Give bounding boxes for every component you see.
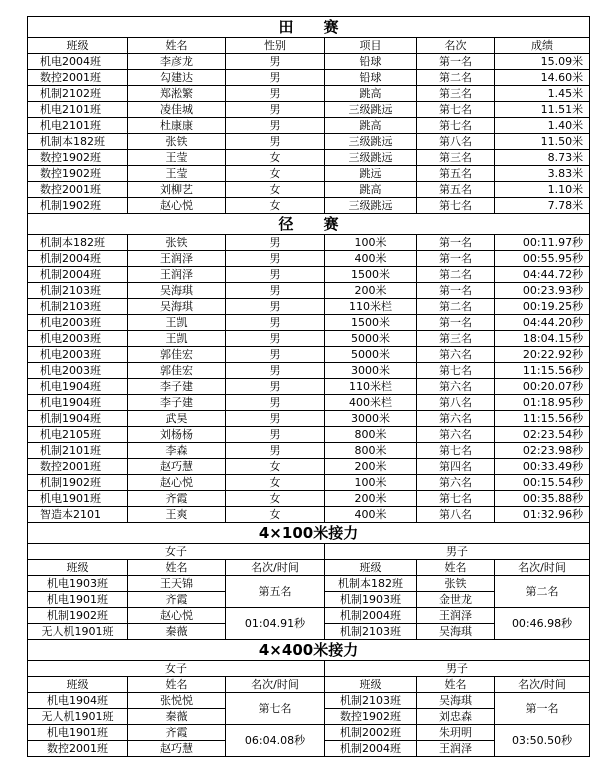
table-cell: 智造本2101: [28, 507, 128, 523]
table-cell: 男: [226, 267, 325, 283]
table-cell: 三级跳远: [325, 150, 417, 166]
table-cell: 铅球: [325, 70, 417, 86]
table-cell: 00:15.54秒: [495, 475, 590, 491]
section-title-track: 径 赛: [28, 214, 590, 235]
table-cell: 男: [226, 102, 325, 118]
table-cell: 11.50米: [495, 134, 590, 150]
table-row: [28, 70, 590, 86]
table-cell: 机电2101班: [28, 102, 128, 118]
column-header: 姓名: [417, 560, 495, 576]
table-cell: 郑淞繁: [128, 86, 226, 102]
section-title-row: [28, 640, 590, 661]
relay-class: 数控1902班: [325, 709, 417, 725]
table-cell: 5000米: [325, 347, 417, 363]
table-cell: 李森: [128, 443, 226, 459]
table-cell: 女: [226, 166, 325, 182]
table-cell: 三级跳远: [325, 134, 417, 150]
table-cell: 男: [226, 118, 325, 134]
table-cell: 李子建: [128, 379, 226, 395]
table-cell: 张铁: [128, 235, 226, 251]
table-row: [28, 182, 590, 198]
relay-name: 吴海琪: [417, 624, 495, 640]
column-header: 名次/时间: [226, 677, 325, 693]
relay-class: 机制本182班: [325, 576, 417, 592]
table-cell: 男: [226, 134, 325, 150]
table-cell: 机制1902班: [28, 198, 128, 214]
table-cell: 00:19.25秒: [495, 299, 590, 315]
table-cell: 400米: [325, 507, 417, 523]
table-cell: 女: [226, 491, 325, 507]
table-cell: 200米: [325, 491, 417, 507]
table-cell: 第八名: [417, 395, 495, 411]
relay-name: 齐霞: [128, 592, 226, 608]
table-row: [28, 267, 590, 283]
women-label: 女子: [28, 544, 325, 560]
table-cell: 机电1904班: [28, 395, 128, 411]
column-header: 班级: [28, 38, 128, 54]
table-cell: 机电2105班: [28, 427, 128, 443]
table-row: [28, 331, 590, 347]
table-cell: 男: [226, 315, 325, 331]
table-cell: 第一名: [417, 54, 495, 70]
table-cell: 勾建达: [128, 70, 226, 86]
table-row: [28, 166, 590, 182]
table-cell: 00:23.93秒: [495, 283, 590, 299]
table-cell: 11:15.56秒: [495, 411, 590, 427]
table-cell: 男: [226, 299, 325, 315]
table-cell: 第七名: [417, 198, 495, 214]
table-cell: 第三名: [417, 86, 495, 102]
table-cell: 跳高: [325, 182, 417, 198]
table-cell: 100米: [325, 235, 417, 251]
table-cell: 机制2004班: [28, 251, 128, 267]
relay-gender-row: [28, 544, 590, 560]
table-cell: 第二名: [417, 70, 495, 86]
table-cell: 男: [226, 427, 325, 443]
table-cell: 第六名: [417, 379, 495, 395]
table-cell: 04:44.20秒: [495, 315, 590, 331]
table-cell: 机电1904班: [28, 379, 128, 395]
relay-class: 机电1901班: [28, 725, 128, 741]
table-cell: 02:23.98秒: [495, 443, 590, 459]
table-cell: 11:15.56秒: [495, 363, 590, 379]
relay-class: 机制2004班: [325, 741, 417, 757]
relay-name: 朱玥明: [417, 725, 495, 741]
table-row: [28, 576, 590, 592]
table-row: [28, 379, 590, 395]
relay-name: 张铁: [417, 576, 495, 592]
table-row: [28, 134, 590, 150]
relay-name: 张悦悦: [128, 693, 226, 709]
header-row: [28, 560, 590, 576]
relay-class: 机电1901班: [28, 592, 128, 608]
section-title-relay100: 4×100米接力: [28, 523, 590, 544]
table-cell: 00:55.95秒: [495, 251, 590, 267]
relay-name: 刘忠森: [417, 709, 495, 725]
table-cell: 7.78米: [495, 198, 590, 214]
table-cell: 女: [226, 198, 325, 214]
table-cell: 机制1904班: [28, 411, 128, 427]
table-cell: 赵巧慧: [128, 459, 226, 475]
table-cell: 王凯: [128, 315, 226, 331]
table-row: [28, 102, 590, 118]
table-cell: 机电2101班: [28, 118, 128, 134]
table-cell: 00:35.88秒: [495, 491, 590, 507]
table-cell: 机制2004班: [28, 267, 128, 283]
column-header: 姓名: [128, 38, 226, 54]
table-cell: 20:22.92秒: [495, 347, 590, 363]
table-cell: 机制2103班: [28, 283, 128, 299]
table-row: [28, 411, 590, 427]
table-cell: 女: [226, 459, 325, 475]
table-cell: 武昊: [128, 411, 226, 427]
table-cell: 郭佳宏: [128, 347, 226, 363]
relay-class: 机电1903班: [28, 576, 128, 592]
table-cell: 11.51米: [495, 102, 590, 118]
table-cell: 机电2003班: [28, 347, 128, 363]
table-cell: 刘柳艺: [128, 182, 226, 198]
relay-class: 机电1904班: [28, 693, 128, 709]
table-cell: 赵心悦: [128, 198, 226, 214]
table-row: [28, 54, 590, 70]
relay-name: 赵心悦: [128, 608, 226, 624]
header-row: [28, 677, 590, 693]
table-cell: 赵心悦: [128, 475, 226, 491]
column-header: 项目: [325, 38, 417, 54]
table-cell: 男: [226, 54, 325, 70]
table-cell: 14.60米: [495, 70, 590, 86]
column-header: 班级: [325, 560, 417, 576]
table-cell: 凌佳城: [128, 102, 226, 118]
table-cell: 04:44.72秒: [495, 267, 590, 283]
table-cell: 数控2001班: [28, 182, 128, 198]
column-header: 名次/时间: [495, 677, 590, 693]
column-header: 班级: [28, 677, 128, 693]
table-cell: 15.09米: [495, 54, 590, 70]
table-cell: 王润泽: [128, 267, 226, 283]
table-cell: 5000米: [325, 331, 417, 347]
table-cell: 1.10米: [495, 182, 590, 198]
table-cell: 第七名: [417, 102, 495, 118]
table-cell: 女: [226, 150, 325, 166]
table-cell: 女: [226, 475, 325, 491]
table-cell: 男: [226, 70, 325, 86]
table-cell: 机制本182班: [28, 134, 128, 150]
table-cell: 机制1902班: [28, 475, 128, 491]
table-cell: 男: [226, 395, 325, 411]
table-cell: 女: [226, 182, 325, 198]
relay-name: 吴海琪: [417, 693, 495, 709]
table-row: [28, 363, 590, 379]
relay-class: 无人机1901班: [28, 709, 128, 725]
column-header: 班级: [28, 560, 128, 576]
table-row: [28, 459, 590, 475]
table-cell: 机电2004班: [28, 54, 128, 70]
section-title-field: 田 赛: [28, 17, 590, 38]
table-cell: 三级跳远: [325, 102, 417, 118]
table-cell: 01:32.96秒: [495, 507, 590, 523]
table-cell: 李彦龙: [128, 54, 226, 70]
table-cell: 第一名: [417, 235, 495, 251]
women-label: 女子: [28, 661, 325, 677]
table-cell: 3.83米: [495, 166, 590, 182]
table-cell: 机制2101班: [28, 443, 128, 459]
relay-name: 秦薇: [128, 624, 226, 640]
table-cell: 800米: [325, 443, 417, 459]
table-cell: 1.40米: [495, 118, 590, 134]
relay-class: 无人机1901班: [28, 624, 128, 640]
column-header: 班级: [325, 677, 417, 693]
relay-class: 机制1903班: [325, 592, 417, 608]
table-row: [28, 150, 590, 166]
relay-gender-row: [28, 661, 590, 677]
table-cell: 第三名: [417, 331, 495, 347]
table-cell: 第八名: [417, 134, 495, 150]
table-cell: 1500米: [325, 267, 417, 283]
table-cell: 机电2003班: [28, 331, 128, 347]
table-cell: 800米: [325, 427, 417, 443]
table-cell: 机制2103班: [28, 299, 128, 315]
table-cell: 00:20.07秒: [495, 379, 590, 395]
table-row: [28, 283, 590, 299]
table-cell: 第六名: [417, 427, 495, 443]
section-title-row: [28, 17, 590, 38]
table-cell: 110米栏: [325, 299, 417, 315]
women-time: 06:04.08秒: [226, 725, 325, 757]
table-cell: 第八名: [417, 507, 495, 523]
men-rank: 第一名: [495, 693, 590, 725]
men-label: 男子: [325, 544, 590, 560]
relay-name: 秦薇: [128, 709, 226, 725]
men-time: 00:46.98秒: [495, 608, 590, 640]
table-cell: 第三名: [417, 150, 495, 166]
table-row: [28, 299, 590, 315]
table-row: [28, 491, 590, 507]
table-row: [28, 118, 590, 134]
results-sheet: [27, 16, 589, 757]
table-cell: 第六名: [417, 475, 495, 491]
table-cell: 00:33.49秒: [495, 459, 590, 475]
table-cell: 男: [226, 363, 325, 379]
table-cell: 第五名: [417, 182, 495, 198]
table-cell: 3000米: [325, 411, 417, 427]
table-row: [28, 251, 590, 267]
table-row: [28, 443, 590, 459]
table-cell: 1.45米: [495, 86, 590, 102]
table-cell: 王润泽: [128, 251, 226, 267]
table-cell: 机制本182班: [28, 235, 128, 251]
table-cell: 吴海琪: [128, 283, 226, 299]
table-row: [28, 315, 590, 331]
relay-name: 齐霞: [128, 725, 226, 741]
table-cell: 200米: [325, 283, 417, 299]
table-row: [28, 507, 590, 523]
table-cell: 三级跳远: [325, 198, 417, 214]
table-row: [28, 395, 590, 411]
table-cell: 郭佳宏: [128, 363, 226, 379]
relay-class: 机制2002班: [325, 725, 417, 741]
table-cell: 01:18.95秒: [495, 395, 590, 411]
table-cell: 男: [226, 251, 325, 267]
table-row: [28, 725, 590, 741]
table-cell: 跳高: [325, 118, 417, 134]
table-cell: 跳远: [325, 166, 417, 182]
table-cell: 男: [226, 379, 325, 395]
relay-class: 机制2103班: [325, 693, 417, 709]
table-cell: 18:04.15秒: [495, 331, 590, 347]
relay-name: 王天锦: [128, 576, 226, 592]
column-header: 名次/时间: [495, 560, 590, 576]
table-cell: 吴海琪: [128, 299, 226, 315]
relay-class: 数控2001班: [28, 741, 128, 757]
column-header: 姓名: [128, 560, 226, 576]
column-header: 名次: [417, 38, 495, 54]
table-cell: 数控1902班: [28, 166, 128, 182]
table-cell: 第四名: [417, 459, 495, 475]
table-cell: 第七名: [417, 491, 495, 507]
table-cell: 200米: [325, 459, 417, 475]
table-cell: 机电2003班: [28, 315, 128, 331]
table-cell: 第五名: [417, 166, 495, 182]
table-cell: 02:23.54秒: [495, 427, 590, 443]
table-cell: 1500米: [325, 315, 417, 331]
table-cell: 3000米: [325, 363, 417, 379]
section-title-row: [28, 214, 590, 235]
women-rank: 第五名: [226, 576, 325, 608]
column-header: 姓名: [128, 677, 226, 693]
table-cell: 400米栏: [325, 395, 417, 411]
relay-class: 机制2004班: [325, 608, 417, 624]
section-title-row: [28, 523, 590, 544]
table-cell: 刘杨杨: [128, 427, 226, 443]
table-cell: 杜康康: [128, 118, 226, 134]
table-cell: 张铁: [128, 134, 226, 150]
table-cell: 数控2001班: [28, 459, 128, 475]
table-cell: 第七名: [417, 443, 495, 459]
table-cell: 第一名: [417, 251, 495, 267]
table-cell: 第二名: [417, 299, 495, 315]
header-row: [28, 38, 590, 54]
men-label: 男子: [325, 661, 590, 677]
table-cell: 100米: [325, 475, 417, 491]
relay-class: 机制1902班: [28, 608, 128, 624]
table-cell: 第六名: [417, 347, 495, 363]
women-rank: 第七名: [226, 693, 325, 725]
table-cell: 8.73米: [495, 150, 590, 166]
table-cell: 男: [226, 86, 325, 102]
table-row: [28, 693, 590, 709]
table-cell: 机电1901班: [28, 491, 128, 507]
table-cell: 王莹: [128, 150, 226, 166]
table-cell: 男: [226, 443, 325, 459]
table-row: [28, 347, 590, 363]
table-cell: 王凯: [128, 331, 226, 347]
table-cell: 李子建: [128, 395, 226, 411]
table-cell: 男: [226, 283, 325, 299]
table-cell: 跳高: [325, 86, 417, 102]
table-cell: 女: [226, 507, 325, 523]
table-cell: 王爽: [128, 507, 226, 523]
table-cell: 铅球: [325, 54, 417, 70]
relay-name: 王润泽: [417, 741, 495, 757]
relay-name: 金世龙: [417, 592, 495, 608]
table-cell: 第一名: [417, 283, 495, 299]
table-cell: 第二名: [417, 267, 495, 283]
results-table: [27, 16, 590, 757]
table-cell: 数控2001班: [28, 70, 128, 86]
column-header: 名次/时间: [226, 560, 325, 576]
table-cell: 00:11.97秒: [495, 235, 590, 251]
table-cell: 机电2003班: [28, 363, 128, 379]
table-row: [28, 235, 590, 251]
table-row: [28, 427, 590, 443]
column-header: 姓名: [417, 677, 495, 693]
women-time: 01:04.91秒: [226, 608, 325, 640]
column-header: 性别: [226, 38, 325, 54]
relay-name: 赵巧慧: [128, 741, 226, 757]
relay-class: 机制2103班: [325, 624, 417, 640]
table-row: [28, 86, 590, 102]
table-cell: 第七名: [417, 118, 495, 134]
men-rank: 第二名: [495, 576, 590, 608]
table-cell: 男: [226, 235, 325, 251]
table-cell: 第七名: [417, 363, 495, 379]
section-title-relay400: 4×400米接力: [28, 640, 590, 661]
table-cell: 数控1902班: [28, 150, 128, 166]
table-cell: 男: [226, 347, 325, 363]
table-cell: 齐霞: [128, 491, 226, 507]
table-row: [28, 198, 590, 214]
table-cell: 男: [226, 331, 325, 347]
table-cell: 机制2102班: [28, 86, 128, 102]
column-header: 成绩: [495, 38, 590, 54]
table-cell: 110米栏: [325, 379, 417, 395]
table-cell: 男: [226, 411, 325, 427]
men-time: 03:50.50秒: [495, 725, 590, 757]
table-cell: 第一名: [417, 315, 495, 331]
table-row: [28, 608, 590, 624]
table-cell: 400米: [325, 251, 417, 267]
table-row: [28, 475, 590, 491]
table-cell: 第六名: [417, 411, 495, 427]
relay-name: 王润泽: [417, 608, 495, 624]
table-cell: 王莹: [128, 166, 226, 182]
